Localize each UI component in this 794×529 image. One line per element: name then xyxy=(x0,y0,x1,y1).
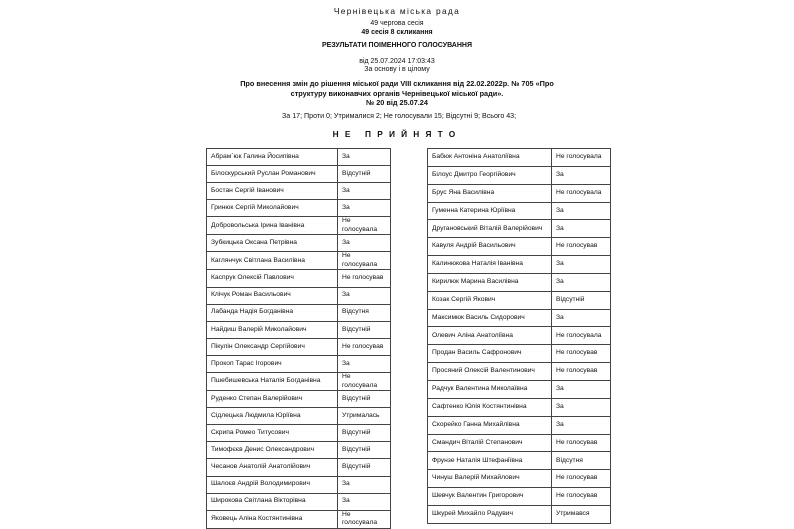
table-row xyxy=(428,398,611,416)
table-row xyxy=(428,470,611,488)
table-row xyxy=(207,217,391,235)
table-row xyxy=(207,442,391,459)
deputy-vote: Не голосував xyxy=(552,363,611,381)
deputy-vote: Не голосувала xyxy=(338,510,391,528)
deputy-vote: Не голосувала xyxy=(552,327,611,345)
table-row xyxy=(207,391,391,408)
table-row xyxy=(428,166,611,184)
table-row xyxy=(207,183,391,200)
table-row xyxy=(207,304,391,321)
deputy-name: Білоус Дмитро Георгійович xyxy=(428,166,552,184)
deputy-name: Олевич Аліна Анатоліївна xyxy=(428,327,552,345)
votes-right-body xyxy=(428,149,611,524)
deputy-vote: За xyxy=(552,416,611,434)
table-row xyxy=(428,380,611,398)
deputy-vote: За xyxy=(338,355,391,372)
deputy-name: Добровольська Ірина Іванівна xyxy=(207,217,338,235)
deputy-name: Тимофєєв Денис Олександрович xyxy=(207,442,338,459)
table-row xyxy=(428,149,611,167)
deputy-name: Сідлецька Людмила Юріївна xyxy=(207,408,338,425)
session-convocation: 49 сесія 8 скликання xyxy=(361,29,433,36)
votes-table-left xyxy=(206,148,391,529)
table-row xyxy=(428,291,611,309)
deputy-vote: За xyxy=(338,200,391,217)
deputy-vote: Відсутній xyxy=(338,442,391,459)
decision-title-line-1: Про внесення змін до рішення міської ради VIII скликання від 22.02.2022р. № 705 «Про xyxy=(240,79,554,88)
decision-title xyxy=(240,79,554,108)
deputy-name: Другановський Віталій Валерійович xyxy=(428,220,552,238)
deputy-vote: Відсутня xyxy=(338,304,391,321)
table-row xyxy=(428,327,611,345)
deputy-name: Клічук Роман Васильович xyxy=(207,287,338,304)
deputy-name: Гуменна Катерина Юріївна xyxy=(428,202,552,220)
table-row xyxy=(207,252,391,270)
table-row xyxy=(207,459,391,476)
deputy-vote: За xyxy=(338,235,391,252)
table-row xyxy=(428,416,611,434)
deputy-vote: Відсутній xyxy=(552,291,611,309)
deputy-vote: Не голосував xyxy=(552,470,611,488)
deputy-name: Максимюк Василь Сидорович xyxy=(428,309,552,327)
table-row xyxy=(207,235,391,252)
deputy-vote: За xyxy=(552,273,611,291)
table-row xyxy=(207,166,391,183)
deputy-vote: Не голосувала xyxy=(338,252,391,270)
decision-number: № 20 від 25.07.24 xyxy=(366,98,428,107)
deputy-name: Каглянчук Світлана Василівна xyxy=(207,252,338,270)
decision-title-line-2: структуру виконавчих органів Чернівецької міської ради». xyxy=(290,88,504,98)
votes-table-right xyxy=(427,148,611,524)
deputy-vote: Не голосував xyxy=(552,345,611,363)
deputy-vote: Відсутній xyxy=(338,391,391,408)
deputy-vote: Не голосував xyxy=(338,270,391,287)
deputy-name: Радчук Валентина Миколаївна xyxy=(428,380,552,398)
deputy-name: Бостан Сергій Іванович xyxy=(207,183,338,200)
deputy-name: Абрам`юк Галина Йосипівна xyxy=(207,149,338,166)
table-row xyxy=(428,452,611,470)
table-row xyxy=(207,270,391,287)
deputy-vote: За xyxy=(552,309,611,327)
vote-datetime: від 25.07.2024 17:03:43 xyxy=(359,58,435,65)
deputy-vote: За xyxy=(338,149,391,166)
deputy-vote: Відсутня xyxy=(552,452,611,470)
deputy-vote: Не голосував xyxy=(338,338,391,355)
table-row xyxy=(207,200,391,217)
deputy-name: Каспрук Олексій Павлович xyxy=(207,270,338,287)
deputy-name: Фрунзе Наталія Штефаніївна xyxy=(428,452,552,470)
deputy-name: Просяний Олексій Валентинович xyxy=(428,363,552,381)
table-row xyxy=(207,338,391,355)
deputy-vote: За xyxy=(338,493,391,510)
deputy-vote: Утримався xyxy=(552,505,611,523)
table-row xyxy=(428,184,611,202)
table-row xyxy=(207,476,391,493)
vote-tally: За 17; Проти 0; Утрималися 2; Не голосували 15; Відсутні 9; Всього 43; xyxy=(282,112,517,120)
table-row xyxy=(207,355,391,372)
deputy-name: Козак Сергій Якович xyxy=(428,291,552,309)
deputy-name: Яковець Аліна Костянтинівна xyxy=(207,510,338,528)
deputy-vote: Не голосував xyxy=(552,488,611,506)
session-number: 49 чергова сесія xyxy=(370,20,424,27)
deputy-name: Шевчук Валентин Григорович xyxy=(428,488,552,506)
vote-basis: За основу і в цілому xyxy=(364,66,430,73)
deputy-name: Кирилюк Марина Василівна xyxy=(428,273,552,291)
deputy-name: Продан Василь Сафронович xyxy=(428,345,552,363)
table-row xyxy=(207,493,391,510)
deputy-name: Чесанов Анатолій Анатолійович xyxy=(207,459,338,476)
table-row xyxy=(207,287,391,304)
table-row xyxy=(207,425,391,442)
deputy-vote: За xyxy=(552,202,611,220)
deputy-name: Зубкицька Оксана Петрівна xyxy=(207,235,338,252)
deputy-vote: Не голосувала xyxy=(338,217,391,235)
deputy-vote: Утрималась xyxy=(338,408,391,425)
deputy-name: Найдиш Валерій Миколайович xyxy=(207,321,338,338)
deputy-name: Чинуш Валерій Михайлович xyxy=(428,470,552,488)
deputy-name: Шкурей Михайло Радувич xyxy=(428,505,552,523)
deputy-vote: Відсутній xyxy=(338,425,391,442)
deputy-name: Смандич Віталій Степанович xyxy=(428,434,552,452)
council-name: Чернівецька міська рада xyxy=(333,6,461,16)
deputy-vote: Відсутній xyxy=(338,321,391,338)
votes-left-body xyxy=(207,149,391,529)
deputy-vote: За xyxy=(338,287,391,304)
deputy-name: Пшебишевська Наталія Богданівна xyxy=(207,373,338,391)
deputy-vote: За xyxy=(552,256,611,274)
deputy-vote: Відсутній xyxy=(338,459,391,476)
table-row xyxy=(207,149,391,166)
table-row xyxy=(428,434,611,452)
table-row xyxy=(428,345,611,363)
table-row xyxy=(207,373,391,391)
deputy-vote: За xyxy=(552,380,611,398)
table-row xyxy=(428,202,611,220)
report-title: РЕЗУЛЬТАТИ ПОІМЕННОГО ГОЛОСУВАННЯ xyxy=(321,42,473,49)
deputy-vote: Не голосувала xyxy=(552,149,611,167)
deputy-vote: За xyxy=(552,398,611,416)
deputy-vote: За xyxy=(338,476,391,493)
table-row xyxy=(428,238,611,256)
table-row xyxy=(428,256,611,274)
table-row xyxy=(207,408,391,425)
table-row xyxy=(428,220,611,238)
table-row xyxy=(207,510,391,528)
deputy-vote: За xyxy=(552,166,611,184)
deputy-name: Кавуля Андрій Васильович xyxy=(428,238,552,256)
verdict: НЕ ПРИЙНЯТО xyxy=(332,129,462,139)
deputy-vote: Відсутній xyxy=(338,166,391,183)
deputy-name: Скрипа Ромео Титусович xyxy=(207,425,338,442)
deputy-name: Широкова Світлана Вікторівна xyxy=(207,493,338,510)
deputy-name: Білоскурський Руслан Романович xyxy=(207,166,338,183)
deputy-name: Руденко Степан Валерійович xyxy=(207,391,338,408)
deputy-vote: Не голосувала xyxy=(552,184,611,202)
table-row xyxy=(428,488,611,506)
table-row xyxy=(428,309,611,327)
deputy-name: Брус Яна Василівна xyxy=(428,184,552,202)
deputy-name: Сафтенко Юлія Костянтинівна xyxy=(428,398,552,416)
deputy-name: Гринюк Сергій Миколайович xyxy=(207,200,338,217)
deputy-name: Пікулін Олександр Сергійович xyxy=(207,338,338,355)
deputy-vote: За xyxy=(552,220,611,238)
table-row xyxy=(428,505,611,523)
deputy-name: Бабюк Антоніна Анатоліївна xyxy=(428,149,552,167)
deputy-vote: За xyxy=(338,183,391,200)
table-row xyxy=(428,363,611,381)
deputy-vote: Не голосував xyxy=(552,238,611,256)
deputy-name: Лабанда Надія Богданівна xyxy=(207,304,338,321)
deputy-vote: Не голосував xyxy=(552,434,611,452)
deputy-name: Калинюкова Наталія Іванівна xyxy=(428,256,552,274)
table-row xyxy=(207,321,391,338)
deputy-name: Шалоєв Андрій Володимирович xyxy=(207,476,338,493)
deputy-vote: Не голосувала xyxy=(338,373,391,391)
deputy-name: Скорейко Ганна Михайлівна xyxy=(428,416,552,434)
table-row xyxy=(428,273,611,291)
deputy-name: Прокоп Тарас Ігорович xyxy=(207,355,338,372)
